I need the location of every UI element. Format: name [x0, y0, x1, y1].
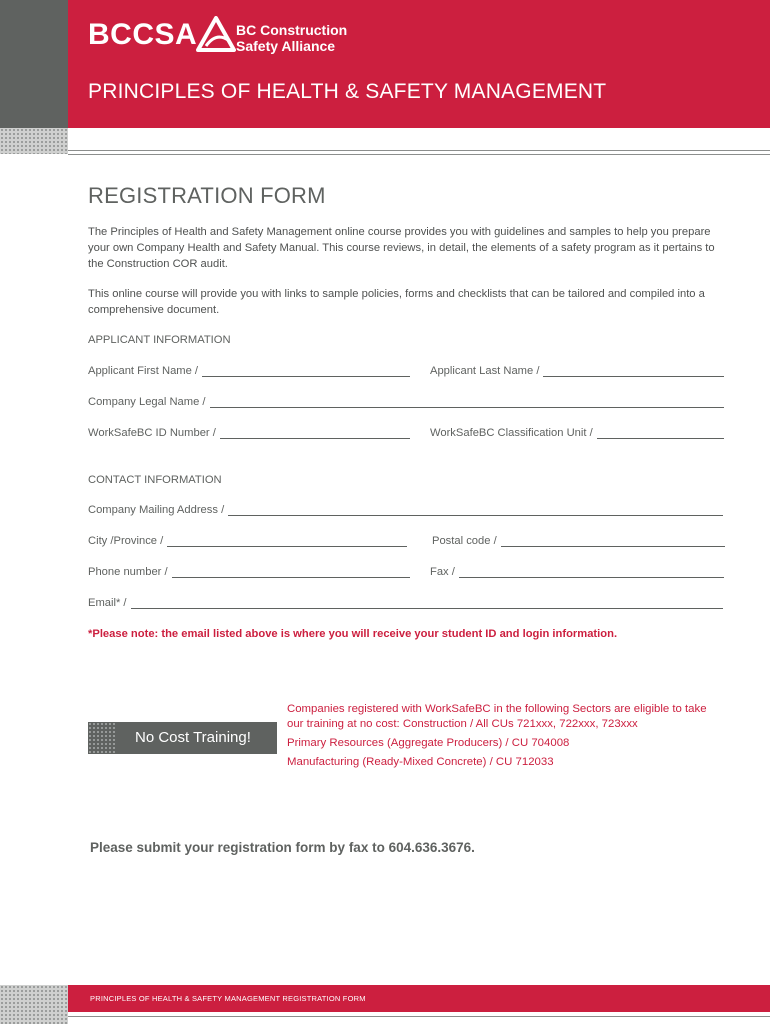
city-input[interactable]: [167, 535, 407, 547]
contact-heading: CONTACT INFORMATION: [88, 474, 222, 486]
email-field[interactable]: [88, 597, 723, 609]
eligibility-line: Companies registered with WorkSafeBC in the following Sectors are eligible to take: [287, 703, 707, 715]
no-cost-label: No Cost Training!: [135, 729, 251, 746]
wsbc-id-field[interactable]: [88, 427, 410, 439]
postal-field[interactable]: [432, 535, 725, 547]
intro-paragraph: The Principles of Health and Safety Management online course provides you with guidelines and samples to help you prepare your own Company Health and Safety Manual. This course reviews, in detail, the elements of a safety program as it pertains to the Construction COR audit.: [88, 226, 715, 270]
address-label: Company Mailing Address /: [88, 504, 225, 516]
form-title: REGISTRATION FORM: [88, 183, 326, 208]
side-pattern: [0, 128, 68, 154]
last-name-label: Applicant Last Name /: [430, 365, 540, 377]
badge-pattern: [88, 722, 116, 754]
footer-banner: [68, 985, 770, 1012]
first-name-field[interactable]: [88, 365, 410, 377]
logo-org-line2: Safety Alliance: [236, 38, 336, 54]
applicant-heading: APPLICANT INFORMATION: [88, 334, 231, 346]
no-cost-badge: [88, 722, 277, 754]
wsbc-id-input[interactable]: [220, 427, 410, 439]
divider: [68, 150, 770, 151]
submit-instruction: Please submit your registration form by fax to 604.636.3676.: [90, 840, 475, 855]
first-name-input[interactable]: [202, 365, 410, 377]
logo-abbr: BCCSA: [88, 18, 198, 51]
phone-field[interactable]: [88, 566, 410, 578]
fax-field[interactable]: [430, 566, 724, 578]
intro-paragraph-2: This online course will provide you with links to sample policies, forms and checklists that can be tailored and compiled into a comprehensive document.: [88, 288, 705, 316]
footer-pattern: [0, 985, 68, 1024]
fax-input[interactable]: [459, 566, 724, 578]
postal-label: Postal code /: [432, 535, 497, 547]
eligibility-line: Manufacturing (Ready-Mixed Concrete) / CU 712033: [287, 756, 554, 768]
side-band: [0, 0, 68, 128]
email-note: *Please note: the email listed above is where you will receive your student ID and login information.: [88, 628, 618, 640]
last-name-input[interactable]: [543, 365, 724, 377]
city-field[interactable]: [88, 535, 407, 547]
wsbc-id-label: WorkSafeBC ID Number /: [88, 427, 216, 439]
address-input[interactable]: [228, 504, 723, 516]
email-label: Email* /: [88, 597, 127, 609]
fax-label: Fax /: [430, 566, 455, 578]
eligibility-line: our training at no cost: Construction / All CUs 721xxx, 722xxx, 723xxx: [287, 718, 638, 730]
header-banner: [68, 0, 770, 128]
logo-triangle-icon: [196, 16, 236, 54]
first-name-label: Applicant First Name /: [88, 365, 199, 377]
postal-input[interactable]: [501, 535, 725, 547]
company-name-field[interactable]: [88, 396, 724, 408]
wsbc-unit-input[interactable]: [597, 427, 724, 439]
eligibility-line: Primary Resources (Aggregate Producers) / CU 704008: [287, 737, 570, 749]
address-field[interactable]: [88, 504, 723, 516]
wsbc-unit-field[interactable]: [430, 427, 724, 439]
company-name-label: Company Legal Name /: [88, 396, 206, 408]
company-name-input[interactable]: [210, 396, 724, 408]
email-input[interactable]: [131, 597, 723, 609]
wsbc-unit-label: WorkSafeBC Classification Unit /: [430, 427, 593, 439]
phone-label: Phone number /: [88, 566, 168, 578]
last-name-field[interactable]: [430, 365, 724, 377]
city-label: City /Province /: [88, 535, 164, 547]
divider: [68, 154, 770, 155]
footer-divider: [68, 1016, 770, 1017]
logo-org-line1: BC Construction: [236, 22, 348, 38]
logo-org-name: [236, 22, 347, 54]
footer-text: PRINCIPLES OF HEALTH & SAFETY MANAGEMENT REGISTRATION FORM: [90, 994, 366, 1003]
page-title: PRINCIPLES OF HEALTH & SAFETY MANAGEMENT: [88, 80, 607, 103]
phone-input[interactable]: [172, 566, 410, 578]
